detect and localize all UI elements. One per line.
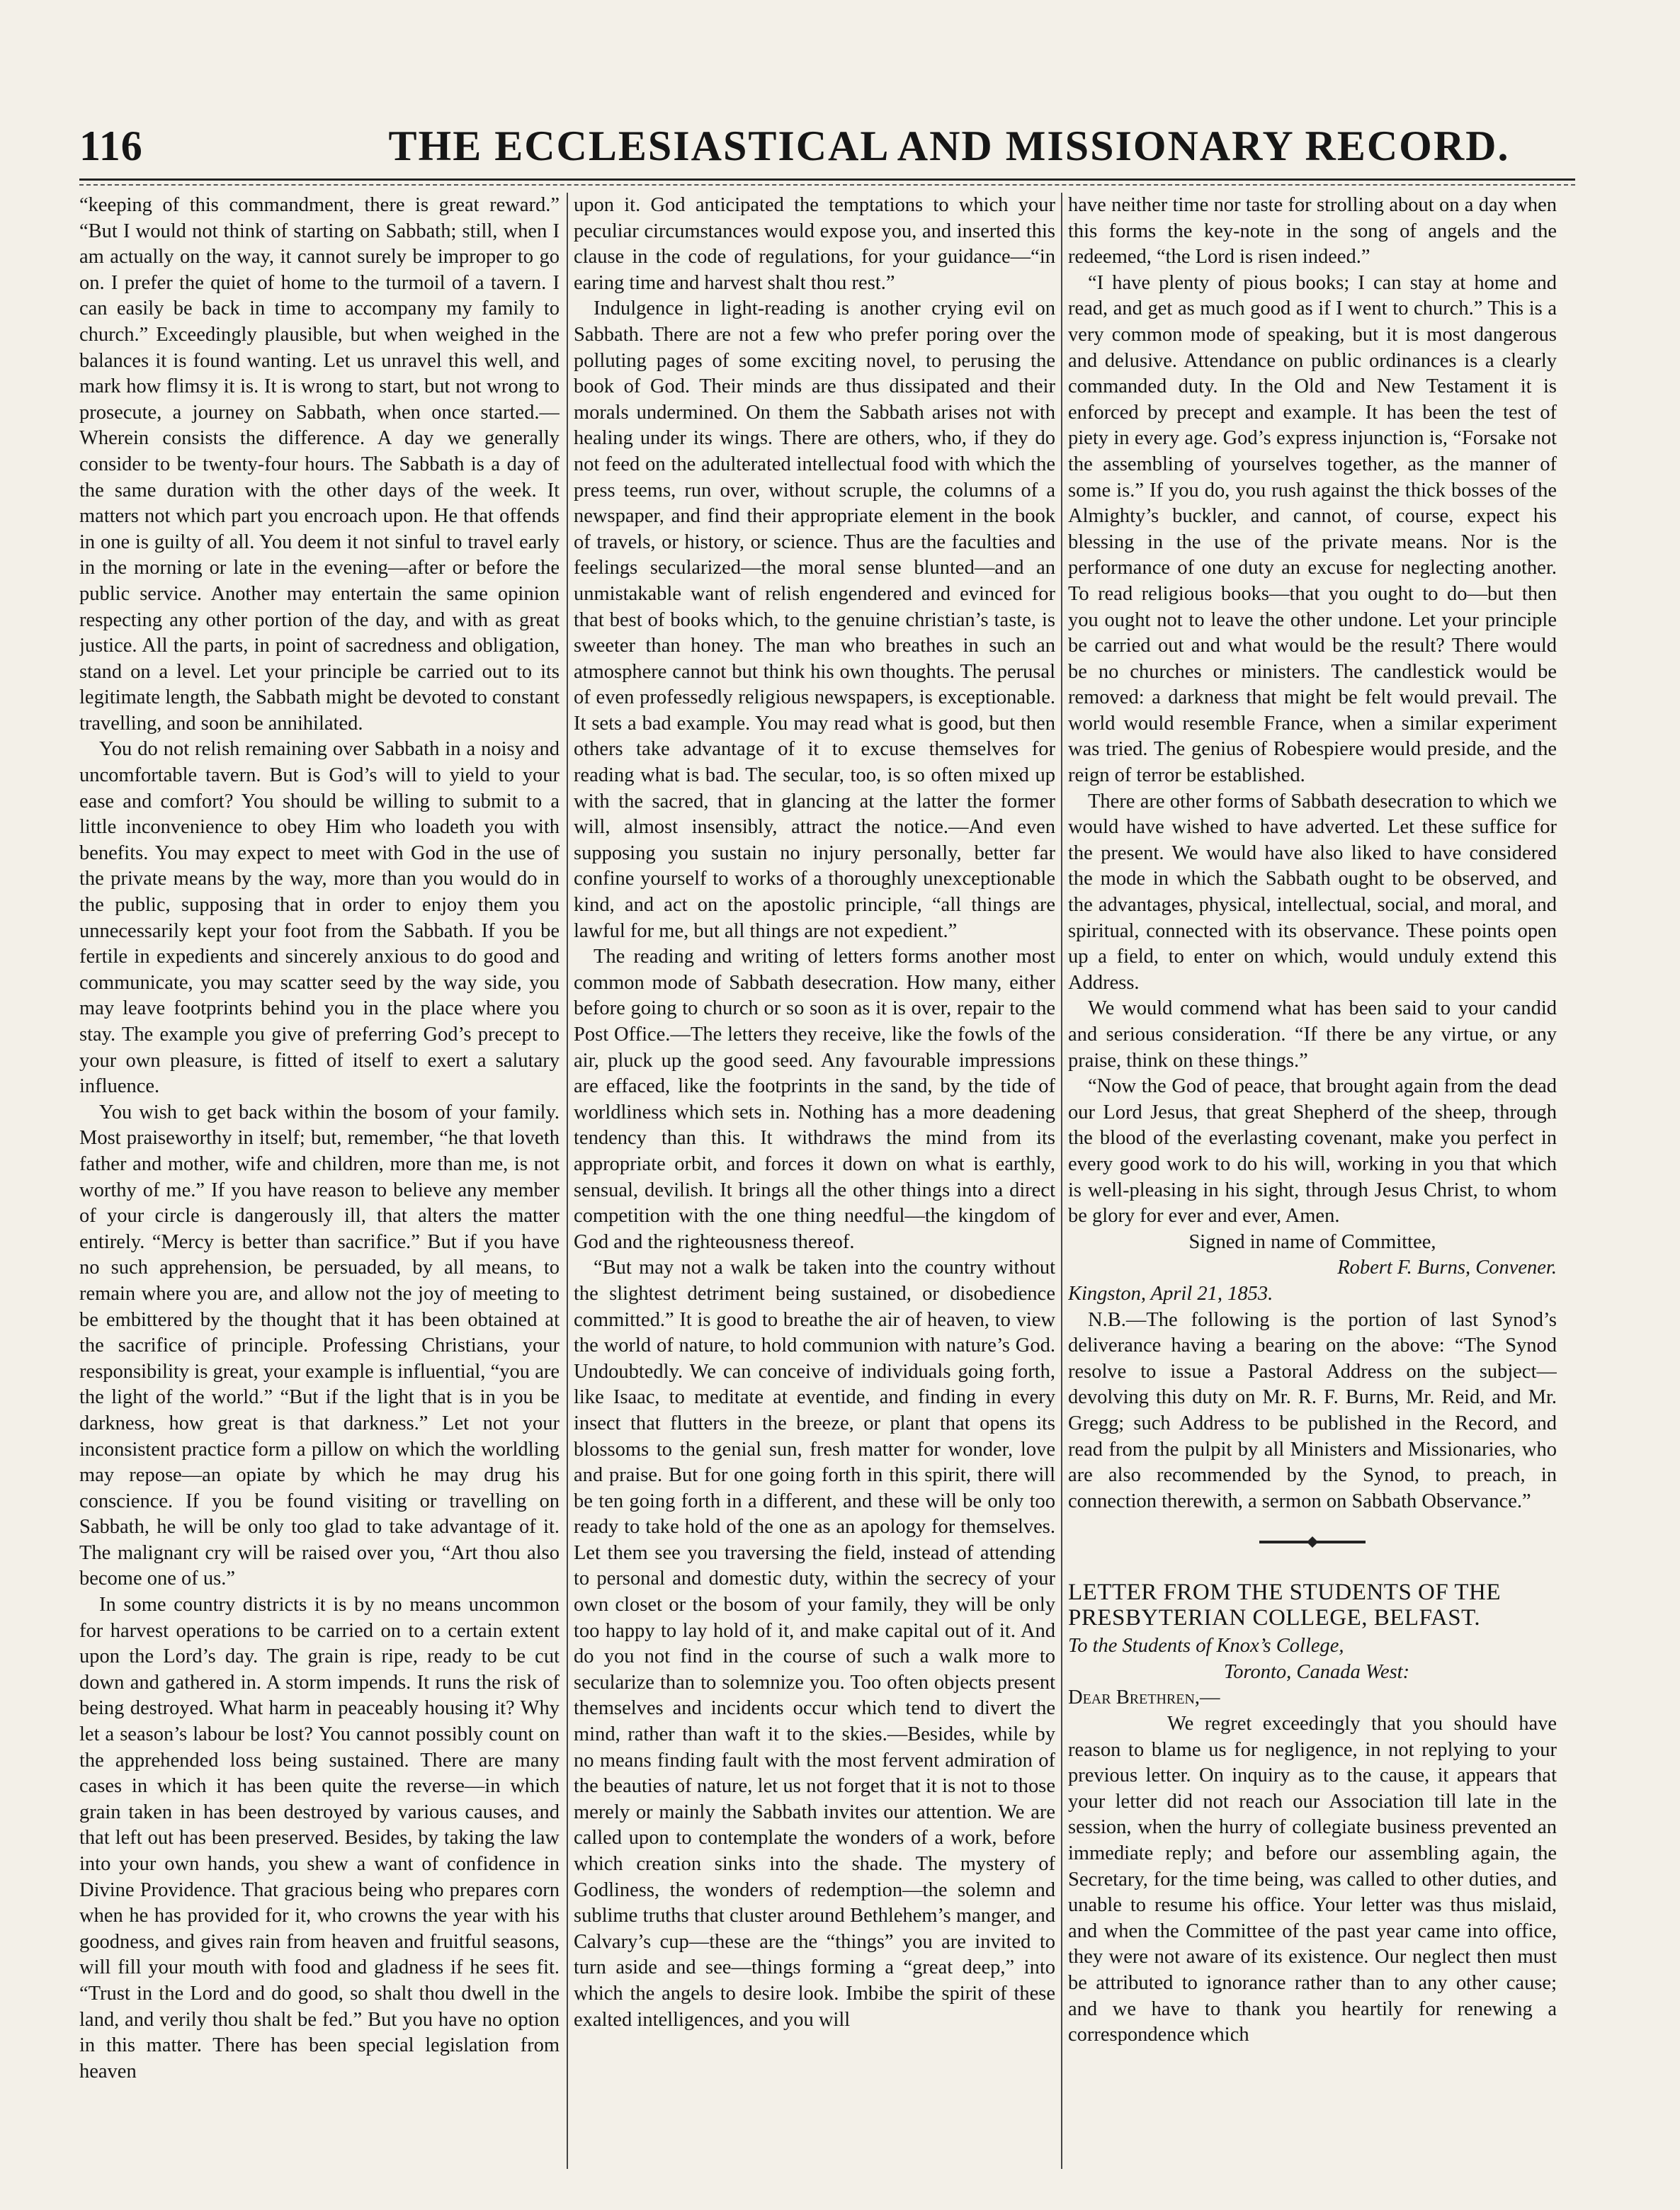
address-line: To the Students of Knox’s College, (1068, 1635, 1344, 1658)
header-rule-dashed (79, 184, 1575, 186)
paragraph: You wish to get back within the bosom of your family. Most praiseworthy in itself; but, remember, “he that loveth father and mother, wife and children, more than me, is not worthy of me.” If you have reason to believe any member of your circle is dangerously ill, that alters the matter entirely. “Mercy is better than sacrifice.” But if you have no such apprehension, be persuaded, by all means, to remain where you are, and allow not the joy of meeting to be embittered by the thought that it has been obtained at the sacrifice of principle. Professing Christians, your responsibility is great, your example is influential, “you are the light of the world.” “But if the light that is in you be darkness, how great is that darkness.” Let not your inconsistent practice form a pillow on which the worldling may repose—an opiate by which he may drug his conscience. If you be found visiting or travelling on Sabbath, he will be only too glad to take advantage of it. The malignant cry will be raised over you, “Art thou also become one of us.” (79, 1101, 560, 1590)
letter-heading: LETTER FROM THE STUDENTS OF THE PRESBYTERIAN COLLEGE, BELFAST. (1068, 1580, 1502, 1631)
page-number: 116 (79, 123, 143, 169)
paragraph: “I have plenty of pious books; I can stay at home and read, and get as much good as if I went to church.” This is a very common mode of speaking, but it is most dangerous and delusive. Attendance on public ordinances is a clearly commanded duty. In the Old and New Testament it is enforced by precept and example. It has been the test of piety in every age. God’s express injunction is, “Forsake not the assembling of yourselves together, as the manner of some is.” If you do, you rush against the thick bosses of the Almighty’s buckler, and cannot, of course, expect his blessing in the use of the private means. Nor is the performance of one duty an excuse for neglecting another. To read religious books—that you ought to do—but then you ought not to leave the other undone. Let your principle be carried out and what would be the result? There would be no churches or ministers. The candlestick would be removed: a darkness that might be felt would prevail. The world would resemble France, when a similar experiment was tried. The genius of Robespiere would preside, and the reign of terror be established. (1068, 271, 1557, 787)
signature-name: Robert F. Burns, Convener. (1337, 1257, 1557, 1279)
column-divider (567, 193, 568, 2169)
paragraph: In some country districts it is by no means uncommon for harvest operations to be carried on to a certain extent upon the Lord’s day. The grain is ripe, ready to be cut down and gathered in. A storm impends. It runs the risk of being destroyed. What harm in peaceably housing it? Why let a season’s labour be lost? You cannot possibly count on the apprehended loss being sustained. There are many cases in which it has been quite the reverse—in which grain taken in has been destroyed by various causes, and that left out has been preserved. Besides, by taking the law into your own hands, you shew a want of confidence in Divine Providence. That gracious being who prepares corn when he has provided for it, who crowns the year with his goodness, and gives rain from heaven and fruitful seasons, will fill your mouth with food and gladness if he sees fit. “Trust in the Lord and do good, so shalt thou dwell in the land, and verily thou shalt be fed.” But you have no option in this matter. There has been special legislation from heaven (79, 1594, 560, 2082)
paragraph: “Now the God of peace, that brought again from the dead our Lord Jesus, that great Shepherd of the sheep, through the blood of the everlasting covenant, make you perfect in every good work to do his will, working in you that which is well-pleasing in his sight, through Jesus Christ, to whom be glory for ever and ever, Amen. (1068, 1075, 1557, 1228)
column-2 (574, 193, 1055, 2162)
salutation: Dear Brethren,— (1068, 1687, 1220, 1709)
column-divider (1061, 193, 1062, 2169)
nb-paragraph: N.B.—The following is the portion of last Synod’s deliverance having a bearing on the above: “The Synod resolve to issue a Pastoral Address on the subject—devolving this duty on Mr. R. F. Burns, Mr. Reid, and Mr. Gregg; such Address to be published in the Record, and read from the pulpit by all Ministers and Missionaries, who are also recommended by the Synod, to preach, in connection therewith, a sermon on Sabbath Observance.” (1068, 1308, 1557, 1512)
paragraph: We would commend what has been said to your candid and serious consideration. “If there be any virtue, or any praise, think on these things.” (1068, 997, 1557, 1072)
paragraph: There are other forms of Sabbath desecration to which we would have wished to have adverted. Let these suffice for the present. We would have also liked to have considered the mode in which the Sabbath ought to be observed, and the advantages, physical, intellectual, social, and moral, and spiritual, connected with its observance. These points open up a field, to enter on which, would unduly extend this Address. (1068, 790, 1557, 994)
signature-line: Signed in name of Committee, (1188, 1230, 1436, 1253)
paragraph: We regret exceedingly that you should have reason to blame us for negligence, in not replying to your previous letter. On inquiry as to the cause, it appears that your letter did not reach our Association till late in the session, when the hurry of collegiate business prevented an immediate reply; and before our assembling again, the Secretary, for the time being, was called to other duties, and unable to resume his office. Your letter was thus mislaid, and when the Committee of the past year came into office, they were not aware of its existence. Our neglect then must be attributed to ignorance rather than to any other cause; and we have to thank you heartily for renewing a correspondence which (1068, 1713, 1557, 2046)
address-line: Toronto, Canada West: (1224, 1660, 1410, 1683)
paragraph: upon it. God anticipated the temptations to which your peculiar circumstances would expose you, and inserted this clause in the code of regulations, for your guidance—“in earing time and harvest shalt thou rest.” (574, 194, 1055, 294)
ornamental-divider (1259, 1536, 1366, 1548)
column-3 (1068, 193, 1557, 2162)
paragraph: have neither time nor taste for strolling about on a day when this forms the key-note in the song of angels and the redeemed, “the Lord is risen indeed.” (1068, 194, 1557, 268)
paragraph: Indulgence in light-reading is another crying evil on Sabbath. There are not a few who prefer poring over the polluting pages of some exciting novel, to perusing the book of God. Their minds are thus dissipated and their morals undermined. On them the Sabbath arises not with healing under its wings. There are others, who, if they do not feed on the adulterated intellectual food with which the press teems, run over, without scruple, the columns of a newspaper, and find their appropriate element in the book of travels, or history, or science. Thus are the faculties and feelings secularized—the moral sense blunted—and an unmistakable want of relish engendered and evinced for that best of books which, to the genuine christian’s taste, is sweeter than honey. The man who breathes in such an atmosphere cannot but think his own thoughts. The perusal of even professedly religious newspapers, is exceptionable. It sets a bad example. You may read what is good, but then others take advantage of it to excuse themselves for reading what is bad. The secular, too, is so often mixed up with the sacred, that in glancing at the latter the former will, almost insensibly, attract the notice.—And even supposing you sustain no injury personally, better far confine yourself to works of a thoroughly unexceptionable kind, and act on the apostolic principle, “all things are lawful for me, but all things are not expedient.” (574, 298, 1055, 942)
paragraph: The reading and writing of letters forms another most common mode of Sabbath desecration. How many, either before going to church or so soon as it is over, repair to the Post Office.—The letters they receive, like the fowls of the air, pluck up the good seed. Any favourable impressions are effaced, like the footprints in the sand, by the tide of worldliness which sets in. Nothing has a more deadening tendency than this. It withdraws the mind from its appropriate orbit, and forces it down on what is earthly, sensual, devilish. It brings all the other things into a direct competition with the one thing needful—the kingdom of God and the righteousness thereof. (574, 946, 1055, 1253)
paragraph: You do not relish remaining over Sabbath in a noisy and uncomfortable tavern. But is God’s will to yield to your ease and comfort? You should be willing to submit to a little inconvenience to obey Him who loadeth you with benefits. You may expect to meet with God in the use of the private means by the way, more than you would do in the public, supposing that in order to enjoy them you unnecessarily kept your foot from the Sabbath. If you be fertile in expedients and sincerely anxious to do good and communicate, you may scatter seed by the way side, you may leave footprints behind you in the place where you stay. The example you give of preferring God’s precept to your own pleasure, is fitted of itself to exert a salutary influence. (79, 738, 560, 1098)
running-header-title: THE ECCLESIASTICAL AND MISSIONARY RECORD. (388, 123, 1510, 169)
column-1 (79, 193, 560, 2162)
paragraph: “keeping of this commandment, there is great reward.” “But I would not think of starting on Sabbath; still, when I am actually on the way, it cannot surely be improper to go on. I prefer the quiet of home to the turmoil of a tavern. I can easily be back in time to accompany my family to church.” Exceedingly plausible, but when weighed in the balances it is found wanting. Let us unravel this well, and mark how flimsy it is. It is wrong to start, but not wrong to prosecute, a journey on Sabbath, when once started.—Wherein consists the difference. A day we generally consider to be twenty-four hours. The Sabbath is a day of the same duration with the other days of the week. It matters not which part you encroach upon. He that offends in one is guilty of all. You deem it not sinful to travel early in the morning or late in the evening—after or before the public service. Another may entertain the same opinion respecting any other portion of the day, and with as great justice. All the parts, in point of sacredness and obligation, stand on a level. Let your principle be carried out to its legitimate length, the Sabbath might be devoted to constant travelling, and soon be annihilated. (79, 194, 560, 735)
header-rule (79, 178, 1575, 181)
place-date: Kingston, April 21, 1853. (1068, 1282, 1273, 1305)
paragraph: “But may not a walk be taken into the country without the slightest detriment being sustained, or disobedience committed.” It is good to breathe the air of heaven, to view the world of nature, to hold communion with nature’s God. Undoubtedly. We can conceive of individuals going forth, like Isaac, to meditate at eventide, and finding in every insect that flutters in the breeze, or plant that opens its blossoms to the genial sun, fresh matter for wonder, love and praise. But for one going forth in this spirit, there will be ten going forth in a different, and these will be only too ready to take hold of the one as an apology for themselves. Let them see you traversing the field, instead of attending to personal and domestic duty, within the secrecy of your own closet or the bosom of your family, they will be only too happy to lay hold of it, and make capital out of it. And do you not find in the course of such a walk more to secularize than to solemnize you. Too often objects present themselves and incidents occur which tend to divert the mind, rather than waft it to the skies.—Besides, while by no means finding fault with the most fervent admiration of the beauties of nature, let us not forget that it is not to those merely or mainly the Sabbath invites our attention. We are called upon to contemplate the wonders of a work, before which creation sinks into the shade. The mystery of Godliness, the wonders of redemption—the solemn and sublime truths that cluster around Bethlehem’s manger, and Calvary’s cup—these are the “things” you are invited to turn aside and see—things forming a “great deep,” into which the angels to desire look. Imbibe the spirit of these exalted intelligences, and you will (574, 1257, 1055, 2031)
